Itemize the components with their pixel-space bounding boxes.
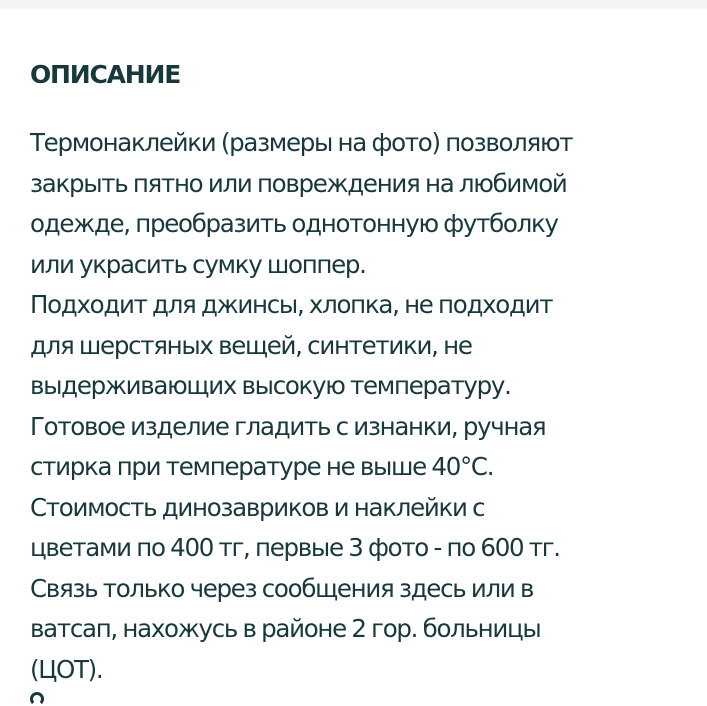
section-title: ОПИСАНИЕ: [30, 60, 181, 89]
description-line: Термонаклейки (размеры на фото) позволяют: [30, 128, 573, 157]
top-divider-strip: [0, 0, 707, 9]
next-section-heading-peek: [30, 692, 44, 706]
description-line: Стоимость динозавриков и наклейки с: [30, 492, 485, 522]
description-line: Связь только через сообщения здесь или в: [30, 573, 534, 603]
description-line: закрыть пятно или повреждения на любимой: [30, 168, 567, 198]
description-line: Готовое изделие гладить с изнанки, ручная: [30, 411, 546, 441]
description-line: одежде, преобразить однотонную футболку: [30, 209, 558, 238]
description-line: стирка при температуре не выше 40°С.: [30, 452, 494, 481]
description-line: выдерживающих высокую температуру.: [30, 371, 511, 400]
description-text: [30, 123, 700, 690]
description-line: цветами по 400 тг, первые 3 фото - по 600 тг.: [30, 533, 560, 562]
description-line: ватсап, нахожусь в районе 2 гор. больницы: [30, 614, 541, 643]
description-line: Подходит для джинсы, хлопка, не подходит: [30, 290, 553, 319]
description-line: для шерстяных вещей, синтетики, не: [30, 330, 472, 360]
description-line: (ЦОТ).: [30, 654, 103, 684]
description-line: или украсить сумку шоппер.: [30, 249, 366, 279]
